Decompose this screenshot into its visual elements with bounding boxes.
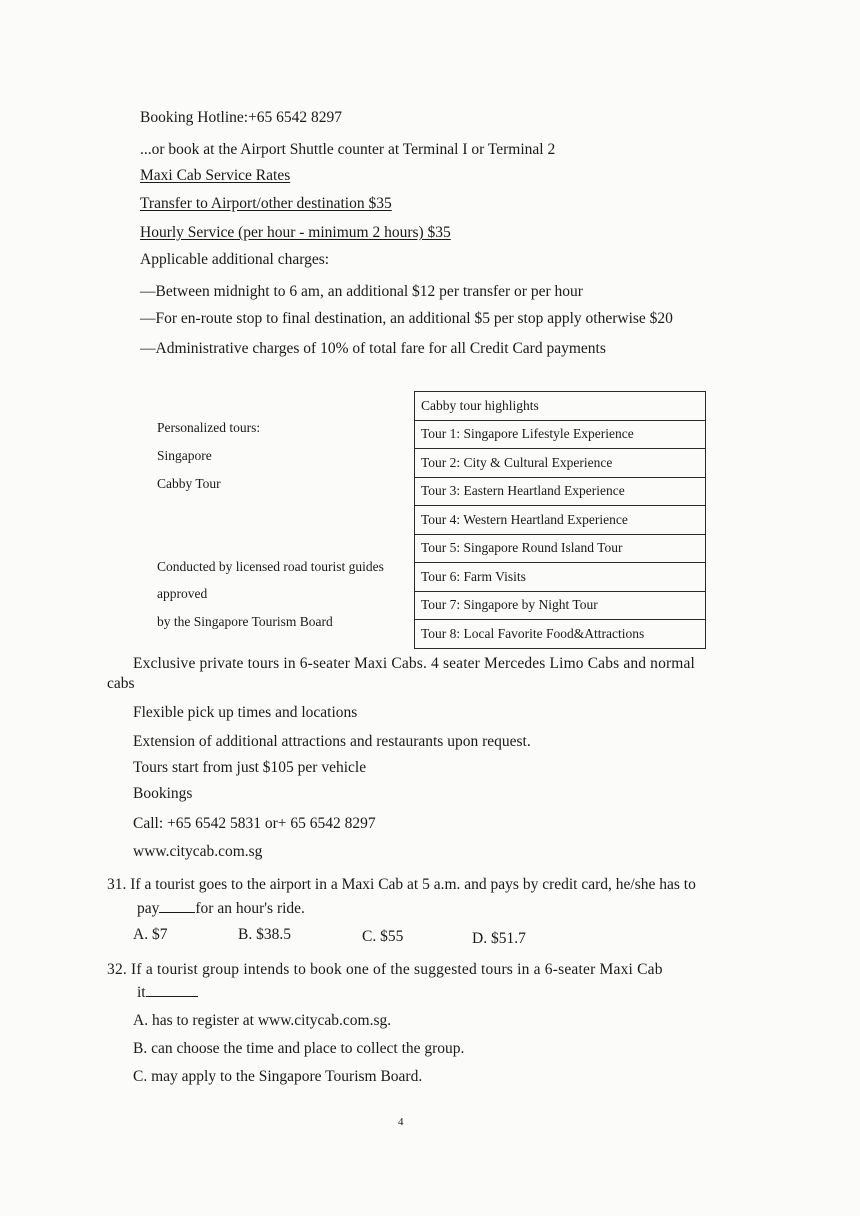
tour-left-text: approved: [157, 586, 208, 601]
booking-hotline: Booking Hotline:+65 6542 8297: [140, 109, 343, 126]
transfer-rate: Transfer to Airport/other destination $35: [140, 195, 392, 212]
tour-cell: Tour 5: Singapore Round Island Tour: [415, 534, 706, 563]
rates-heading: Maxi Cab Service Rates: [140, 167, 291, 184]
table-row: [415, 563, 706, 592]
q31-option-b: B. $38.5: [238, 926, 291, 943]
question-31-cont: [137, 898, 305, 919]
page-number: 4: [398, 1116, 404, 1128]
q31-option-c: C. $55: [362, 928, 404, 945]
website: www.citycab.com.sg: [133, 843, 263, 860]
tour-cell: Tour 4: Western Heartland Experience: [415, 506, 706, 535]
table-row: [415, 534, 706, 563]
extension-note: Extension of additional attractions and restaurants upon request.: [133, 733, 531, 750]
question-31: 31. If a tourist goes to the airport in a Maxi Cab at 5 a.m. and pays by credit card, he/she has to: [107, 876, 696, 893]
q31-option-d: D. $51.7: [472, 930, 526, 947]
q32-option-b: B. can choose the time and place to collect the group.: [133, 1040, 465, 1057]
q32-option-c: C. may apply to the Singapore Tourism Board.: [133, 1068, 423, 1085]
tour-cell: Tour 8: Local Favorite Food&Attractions: [415, 620, 706, 649]
table-row: [415, 620, 706, 649]
tour-left-text: Cabby Tour: [157, 476, 221, 491]
tour-cell: Tour 1: Singapore Lifestyle Experience: [415, 420, 706, 449]
answer-blank: [159, 898, 195, 913]
table-row: [415, 477, 706, 506]
tour-cell: Tour 3: Eastern Heartland Experience: [415, 477, 706, 506]
question-32-cont: [137, 982, 198, 1003]
additional-charges-heading: Applicable additional charges:: [140, 251, 330, 268]
tour-price: Tours start from just $105 per vehicle: [133, 759, 367, 776]
tour-cell: Tour 7: Singapore by Night Tour: [415, 591, 706, 620]
q32-option-a: A. has to register at www.citycab.com.sg.: [133, 1012, 392, 1029]
question-32: 32. If a tourist group intends to book one of the suggested tours in a 6-seater Maxi Cab: [107, 961, 663, 978]
charge-item: —Administrative charges of 10% of total fare for all Credit Card payments: [140, 340, 606, 357]
tour-cell: Tour 2: City & Cultural Experience: [415, 449, 706, 478]
table-row: [415, 506, 706, 535]
table-row: [415, 591, 706, 620]
shuttle-counter-note: ...or book at the Airport Shuttle counter at Terminal I or Terminal 2: [140, 141, 556, 158]
hourly-rate: Hourly Service (per hour - minimum 2 hours) $35: [140, 224, 451, 241]
cabby-tour-table: [414, 391, 706, 649]
q32-it-word: it: [137, 984, 146, 1001]
table-row: [415, 420, 706, 449]
exclusive-tours-line: Exclusive private tours in 6-seater Maxi Cabs. 4 seater Mercedes Limo Cabs and normal: [133, 655, 695, 672]
answer-blank: [146, 982, 198, 997]
bookings-heading: Bookings: [133, 785, 193, 802]
tour-left-text: Conducted by licensed road tourist guides: [157, 559, 384, 574]
tour-left-text: by the Singapore Tourism Board: [157, 614, 333, 629]
table-row: [415, 392, 706, 421]
tour-cell: Tour 6: Farm Visits: [415, 563, 706, 592]
charge-item: —Between midnight to 6 am, an additional $12 per transfer or per hour: [140, 283, 583, 300]
q31-pay-word: pay: [137, 900, 160, 917]
flexible-pickup: Flexible pick up times and locations: [133, 704, 358, 721]
tour-left-text: Singapore: [157, 448, 212, 463]
exclusive-tours-line-cont: cabs: [107, 675, 135, 692]
table-header-cell: Cabby tour highlights: [415, 392, 706, 421]
q31-rest: for an hour's ride.: [195, 900, 305, 917]
charge-item: —For en-route stop to final destination, an additional $5 per stop apply otherwise $20: [140, 310, 673, 327]
table-row: [415, 449, 706, 478]
q31-option-a: A. $7: [133, 926, 168, 943]
call-numbers: Call: +65 6542 5831 or+ 65 6542 8297: [133, 815, 376, 832]
tour-left-text: Personalized tours:: [157, 420, 261, 435]
